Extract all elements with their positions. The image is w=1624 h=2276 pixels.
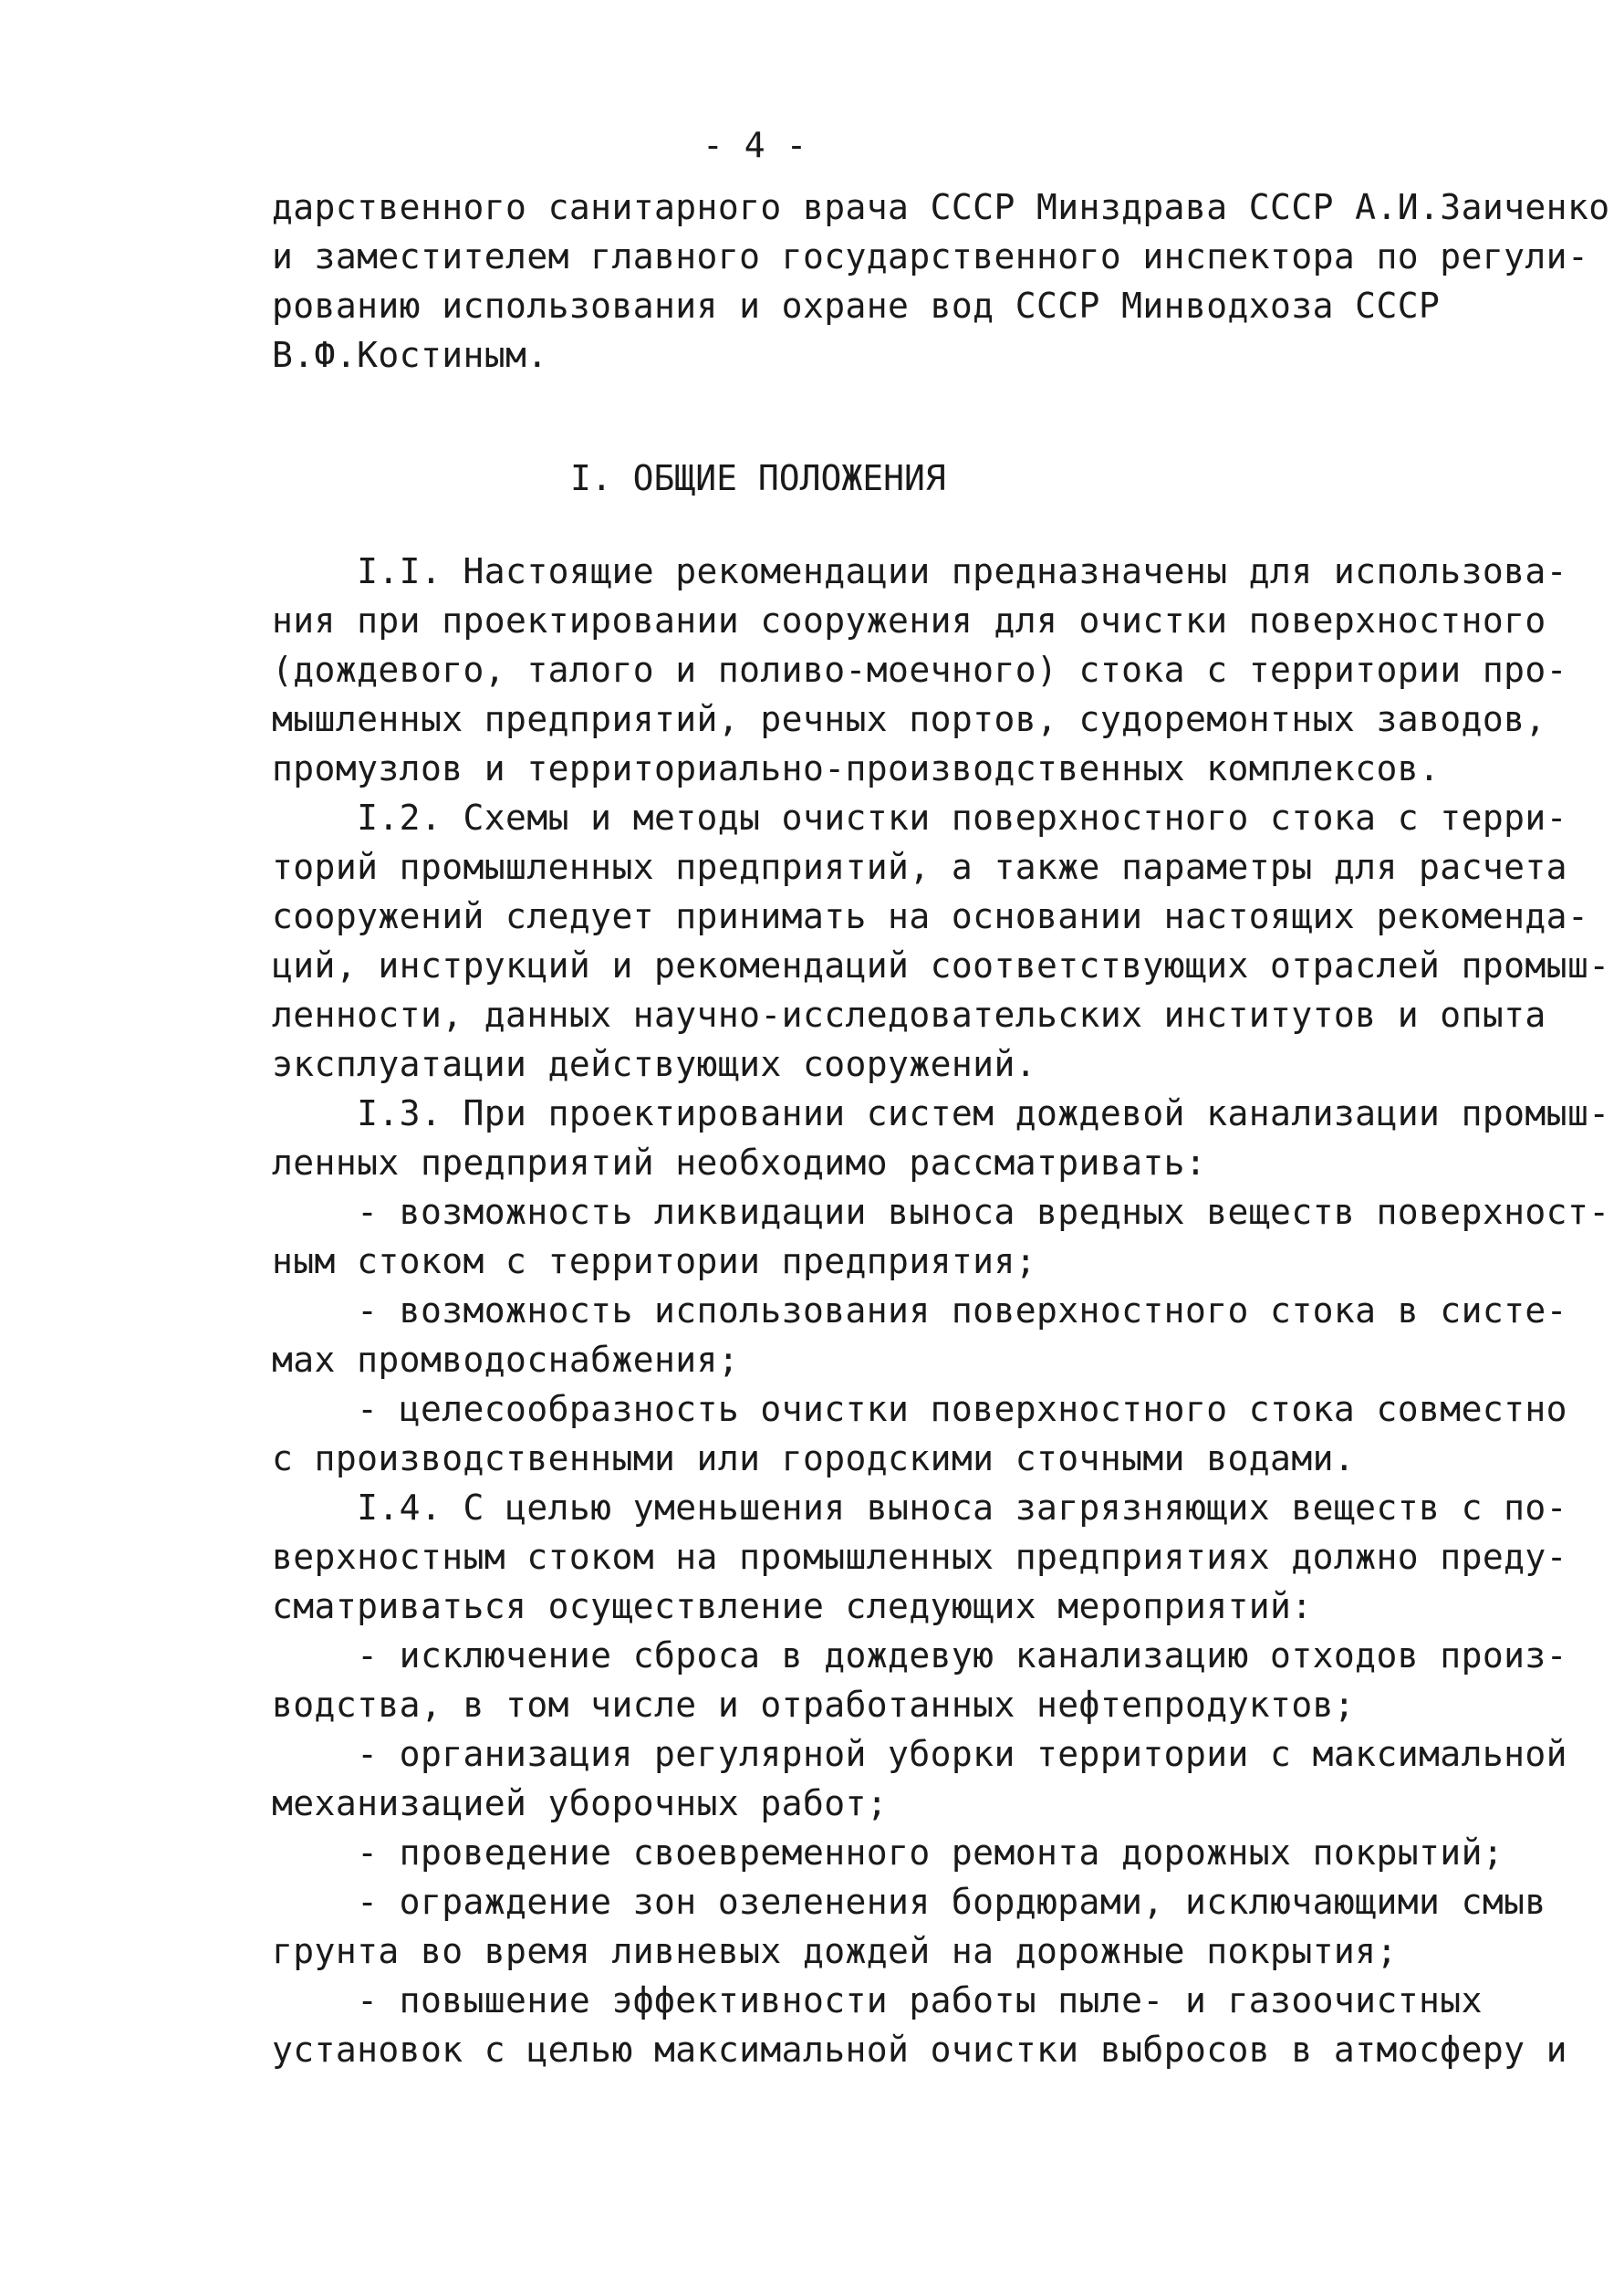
section-heading: I. ОБЩИЕ ПОЛОЖЕНИЯ: [570, 458, 946, 498]
body-line: - целесообразность очистки поверхностного стока совместно: [272, 1389, 1567, 1429]
body-line: грунта во время ливневых дождей на дорожные покрытия;: [272, 1931, 1398, 1971]
body-line: мышленных предприятий, речных портов, судоремонтных заводов,: [272, 699, 1546, 739]
body-line: сматриваться осуществление следующих мероприятий:: [272, 1586, 1313, 1626]
intro-line: рованию использования и охране вод СССР Минводхоза СССР: [272, 286, 1441, 326]
body-line: ций, инструкций и рекомендаций соответствующих отраслей промыш-: [272, 945, 1610, 986]
body-line: I.I. Настоящие рекомендации предназначены для использова-: [272, 551, 1567, 591]
body-line: (дождевого, талого и поливо-моечного) стока с территории про-: [272, 650, 1567, 690]
intro-line: дарственного санитарного врача СССР Минздрава СССР А.И.Заиченко: [272, 187, 1610, 227]
body-line: I.4. С целью уменьшения выноса загрязняющих веществ с по-: [272, 1488, 1567, 1528]
body-line: ния при проектировании сооружения для очистки поверхностного: [272, 600, 1546, 641]
intro-line: и заместителем главного государственного инспектора по регули-: [272, 236, 1589, 277]
body-line: мах промводоснабжения;: [272, 1340, 740, 1380]
intro-line: В.Ф.Костиным.: [272, 335, 548, 375]
body-line: - возможность ликвидации выноса вредных веществ поверхност-: [272, 1192, 1610, 1232]
body-line: ным стоком с территории предприятия;: [272, 1241, 1037, 1281]
body-line: - проведение своевременного ремонта дорожных покрытий;: [272, 1832, 1504, 1873]
body-line: торий промышленных предприятий, а также параметры для расчета: [272, 847, 1567, 887]
body-line: - организация регулярной уборки территории с максимальной: [272, 1734, 1567, 1774]
body-line: ленных предприятий необходимо рассматривать:: [272, 1143, 1207, 1183]
body-line: - повышение эффективности работы пыле- и газоочистных: [272, 1980, 1483, 2020]
body-line: верхностным стоком на промышленных предприятиях должно преду-: [272, 1537, 1567, 1577]
body-line: I.3. При проектировании систем дождевой канализации промыш-: [272, 1093, 1610, 1133]
body-line: эксплуатации действующих сооружений.: [272, 1044, 1037, 1084]
body-line: сооружений следует принимать на основании настоящих рекоменда-: [272, 896, 1589, 936]
body-line: - ограждение зон озеленения бордюрами, исключающими смыв: [272, 1882, 1546, 1922]
body-line: с производственными или городскими сточными водами.: [272, 1438, 1356, 1478]
body-line: - исключение сброса в дождевую канализацию отходов произ-: [272, 1635, 1567, 1676]
body-line: I.2. Схемы и методы очистки поверхностного стока с терри-: [272, 798, 1567, 838]
body-line: водства, в том числе и отработанных нефтепродуктов;: [272, 1685, 1356, 1725]
page-number: - 4 -: [703, 125, 807, 165]
body-line: установок с целью максимальной очистки выбросов в атмосферу и: [272, 2030, 1567, 2070]
body-line: - возможность использования поверхностного стока в систе-: [272, 1290, 1567, 1331]
body-line: механизацией уборочных работ;: [272, 1783, 889, 1823]
body-line: ленности, данных научно-исследовательских институтов и опыта: [272, 995, 1546, 1035]
body-line: промузлов и территориально-производственных комплексов.: [272, 748, 1441, 788]
